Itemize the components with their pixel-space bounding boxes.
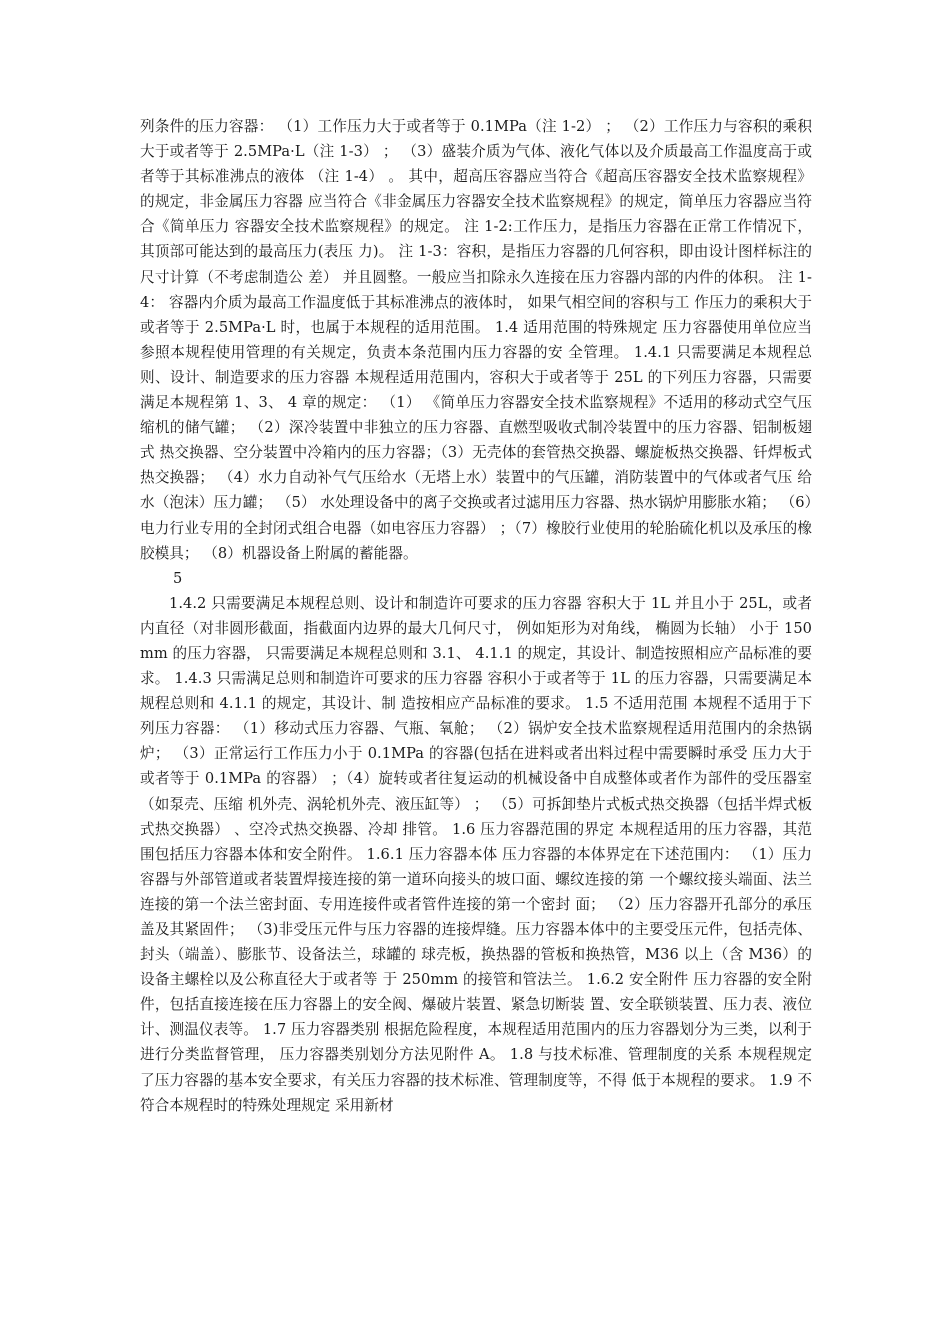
document-body bbox=[140, 114, 812, 1118]
body-paragraph: 列条件的压力容器： （1）工作压力大于或者等于 0.1MPa（注 1-2） ； （2）工作压力与容积的乘积大于或者等于 2.5MPa·L（注 1-3） ； （3）盛装介质为气体、液化气体以及介质最高工作温度高于或者等于其标准沸点的液体 （注 1-4） 。 其中，超高压容器应当符合《超高压容器安全技术监察规程》的规定，非金属压力容器 应当符合《非金属压力容器安全技术监察规程》的规定，简单压力容器应当符合《简单压力 容器安全技术监察规程》的规定。 注 1-2:工作压力，是指压力容器在正常工作情况下，其顶部可能达到的最高压力(表压 力)。 注 1-3：容积，是指压力容器的几何容积，即由设计图样标注的尺寸计算（不考虑制造公 差） 并且圆整。一般应当扣除永久连接在压力容器内部的内件的体积。 注 1-4： 容器内介质为最高工作温度低于其标准沸点的液体时， 如果气相空间的容积与工 作压力的乘积大于或者等于 2.5MPa·L 时，也属于本规程的适用范围。 1.4 适用范围的特殊规定 压力容器使用单位应当参照本规程使用管理的有关规定，负责本条范围内压力容器的安 全管理。 1.4.1 只需要满足本规程总则、设计、制造要求的压力容器 本规程适用范围内，容积大于或者等于 25L 的下列压力容器，只需要满足本规程第 1、3、 4 章的规定： （1） 《简单压力容器安全技术监察规程》不适用的移动式空气压缩机的储气罐； （2）深冷装置中非独立的压力容器、直燃型吸收式制冷装置中的压力容器、铝制板翅式 热交换器、空分装置中冷箱内的压力容器；（3）无壳体的套管热交换器、螺旋板热交换器、钎焊板式热交换器； （4）水力自动补气气压给水（无塔上水）装置中的气压罐，消防装置中的气体或者气压 给水（泡沫）压力罐； （5） 水处理设备中的离子交换或者过滤用压力容器、热水锅炉用膨胀水箱； （6）电力行业专用的全封闭式组合电器（如电容压力容器） ；（7）橡胶行业使用的轮胎硫化机以及承压的橡胶模具； （8）机器设备上附属的蓄能器。 bbox=[140, 118, 812, 562]
page-number: 5 bbox=[173, 569, 183, 587]
body-paragraph: 1.4.2 只需要满足本规程总则、设计和制造许可要求的压力容器 容积大于 1L 并且小于 25L，或者内直径（对非圆形截面，指截面内边界的最大几何尺寸， 例如矩形为对角线， 椭圆为长轴） 小于 150mm 的压力容器， 只需要满足本规程总则和 3.1、 4.1.1 的规定，其设计、制造按照相应产品标准的要求。 1.4.3 只需满足总则和制造许可要求的压力容器 容积小于或者等于 1L 的压力容器，只需要满足本规程总则和 4.1.1 的规定，其设计、制 造按相应产品标准的要求。 1.5 不适用范围 本规程不适用于下列压力容器： （1）移动式压力容器、气瓶、氧舱； （2）锅炉安全技术监察规程适用范围内的余热锅炉； （3）正常运行工作压力小于 0.1MPa 的容器(包括在进料或者出料过程中需要瞬时承受 压力大于或者等于 0.1MPa 的容器） ；（4）旋转或者往复运动的机械设备中自成整体或者作为部件的受压器室（如泵壳、压缩 机外壳、涡轮机外壳、液压缸等） ； （5）可拆卸垫片式板式热交换器（包括半焊式板式热交换器） 、空冷式热交换器、冷却 排管。 1.6 压力容器范围的界定 本规程适用的压力容器，其范围包括压力容器本体和安全附件。 1.6.1 压力容器本体 压力容器的本体界定在下述范围内： （1）压力容器与外部管道或者装置焊接连接的第一道环向接头的坡口面、螺纹连接的第 一个螺纹接头端面、法兰连接的第一个法兰密封面、专用连接件或者管件连接的第一个密封 面； （2）压力容器开孔部分的承压盖及其紧固件； （3)非受压元件与压力容器的连接焊缝。压力容器本体中的主要受压元件，包括壳体、封头（端盖）、膨胀节、设备法兰，球罐的 球壳板，换热器的管板和换热管，M36 以上（含 M36）的设备主螺栓以及公称直径大于或者等 于 250mm 的接管和管法兰。 1.6.2 安全附件 压力容器的安全附件，包括直接连接在压力容器上的安全阀、爆破片装置、紧急切断装 置、安全联锁装置、压力表、液位计、测温仪表等。 1.7 压力容器类别 根据危险程度，本规程适用范围内的压力容器划分为三类，以利于进行分类监督管理， 压力容器类别划分方法见附件 A。 1.8 与技术标准、管理制度的关系 本规程规定了压力容器的基本安全要求，有关压力容器的技术标准、管理制度等，不得 低于本规程的要求。 1.9 不符合本规程时的特殊处理规定 采用新材 bbox=[140, 594, 812, 1114]
